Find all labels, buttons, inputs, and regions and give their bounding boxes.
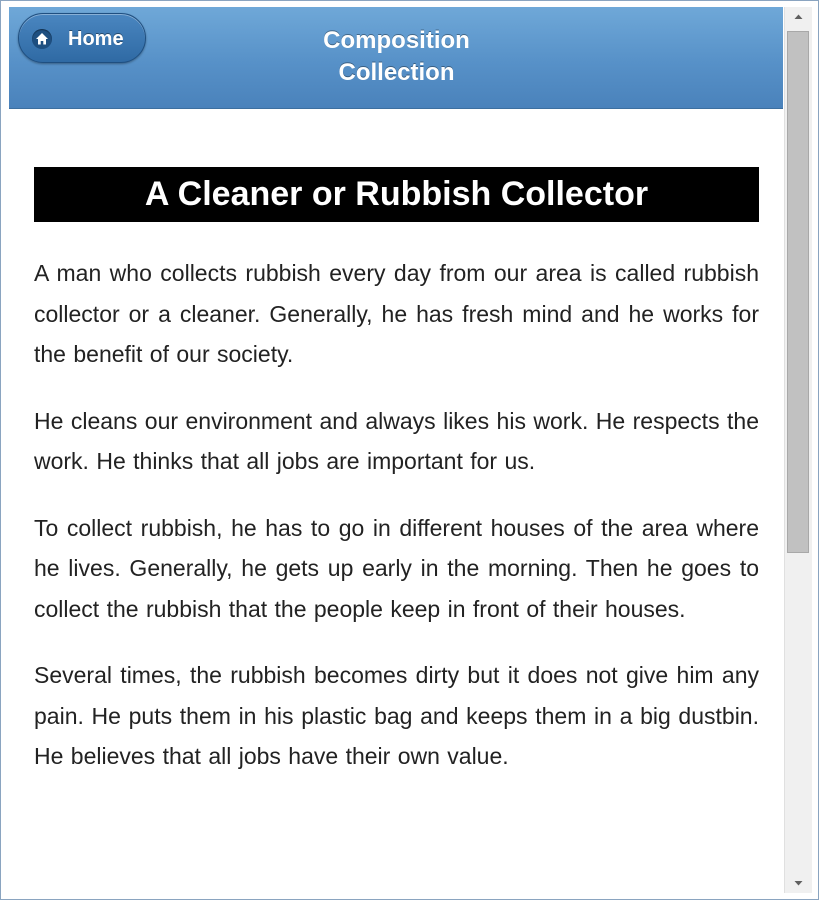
paragraph-4: Several times, the rubbish becomes dirty but it does not give him any pain. He puts them in his plastic bag and keeps them in a big dustbin. He believes that all jobs have their own value. xyxy=(34,662,759,769)
page-title-line2: Collection xyxy=(338,59,455,86)
article-title: A Cleaner or Rubbish Collector xyxy=(34,167,759,222)
paragraph-1: A man who collects rubbish every day from our area is called rubbish collector or a cleaner. Generally, he has fresh mind and he works for the benefit of our society. xyxy=(34,260,759,367)
paragraph-3: To collect rubbish, he has to go in different houses of the area where he lives. Generally, he gets up early in the morning. Then he goes to collect the rubbish that the people keep in front of their houses. xyxy=(34,514,759,622)
article-body xyxy=(34,253,759,803)
arrow-down-icon xyxy=(785,873,812,893)
page-title xyxy=(239,25,554,89)
vertical-scrollbar[interactable] xyxy=(784,7,812,893)
arrow-up-icon xyxy=(785,7,812,27)
home-icon xyxy=(32,29,52,49)
paragraph-2: He cleans our environment and always likes his work. He respects the work. He thinks that all jobs are important for us. xyxy=(34,407,759,474)
scroll-down-button[interactable] xyxy=(785,873,812,893)
header-bar xyxy=(9,7,783,109)
content-area xyxy=(9,109,783,899)
home-button-label: Home xyxy=(68,28,124,50)
home-button[interactable] xyxy=(18,13,146,63)
scroll-up-button[interactable] xyxy=(785,7,812,27)
page-title-line1: Composition xyxy=(323,27,470,54)
scroll-thumb[interactable] xyxy=(787,31,809,553)
